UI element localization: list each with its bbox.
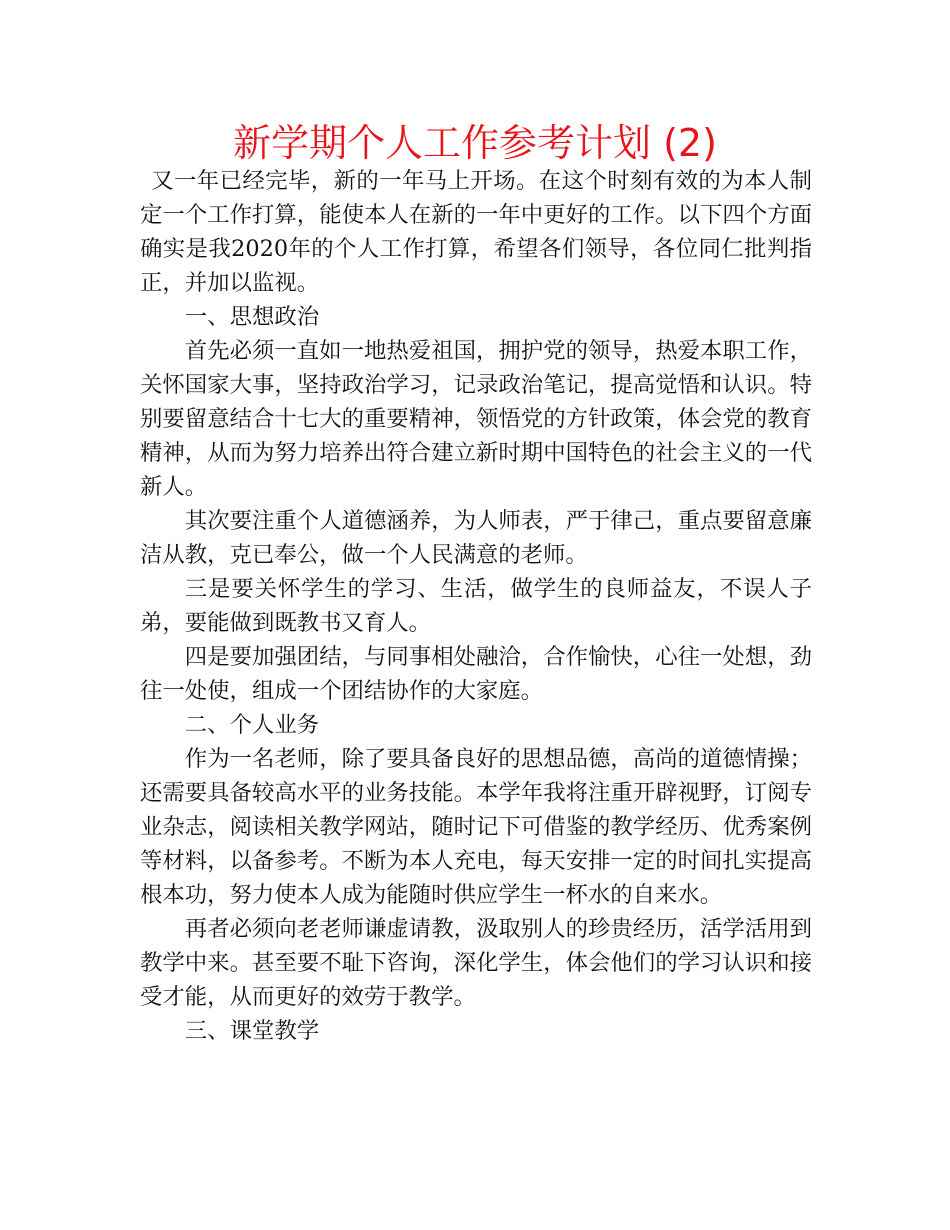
paragraph-business-1: 作为一名老师，除了要具备良好的思想品德，高尚的道德情操；还需要具备较高水平的业务技能。本学年我将注重开辟视野，订阅专业杂志，阅读相关教学网站，随时记下可借鉴的教学经历、优秀案例等材料，以备参考。不断为本人充电，每天安排一定的时间扎实提高根本功，努力使本人成为能随时供应学生一杯水的自来水。	[140, 746, 812, 908]
paragraph-politics-1: 首先必须一直如一地热爱祖国，拥护党的领导，热爱本职工作，关怀国家大事，坚持政治学习，记录政治笔记，提高觉悟和认识。特别要留意结合十七大的重要精神，领悟党的方针政策，体会党的教育精神，从而为努力培养出符合建立新时期中国特色的社会主义的一代新人。	[140, 338, 812, 500]
paragraph-politics-3: 三是要关怀学生的学习、生活，做学生的良师益友，不误人子弟，要能做到既教书又育人。	[140, 576, 812, 636]
section-heading-politics: 一、思想政治	[184, 304, 320, 330]
paragraph-politics-2: 其次要注重个人道德涵养，为人师表，严于律己，重点要留意廉洁从教，克已奉公，做一个人民满意的老师。	[140, 508, 812, 568]
document-title: 新学期个人工作参考计划 (2)	[233, 121, 717, 165]
document-body	[140, 164, 812, 1048]
section-heading-classroom: 三、课堂教学	[184, 1018, 320, 1044]
section-heading-business: 二、个人业务	[184, 712, 320, 738]
paragraph-business-2: 再者必须向老老师谦虚请教，汲取别人的珍贵经历，活学活用到教学中来。甚至要不耻下咨询，深化学生，体会他们的学习认识和接受才能，从而更好的效劳于教学。	[140, 916, 812, 1010]
paragraph-intro: 又一年已经完毕，新的一年马上开场。在这个时刻有效的为本人制定一个工作打算，能使本人在新的一年中更好的工作。以下四个方面确实是我2020年的个人工作打算，希望各们领导，各位同仁批判指正，并加以监视。	[140, 168, 812, 296]
paragraph-politics-4: 四是要加强团结，与同事相处融洽，合作愉快，心往一处想，劲往一处使，组成一个团结协作的大家庭。	[140, 644, 812, 704]
